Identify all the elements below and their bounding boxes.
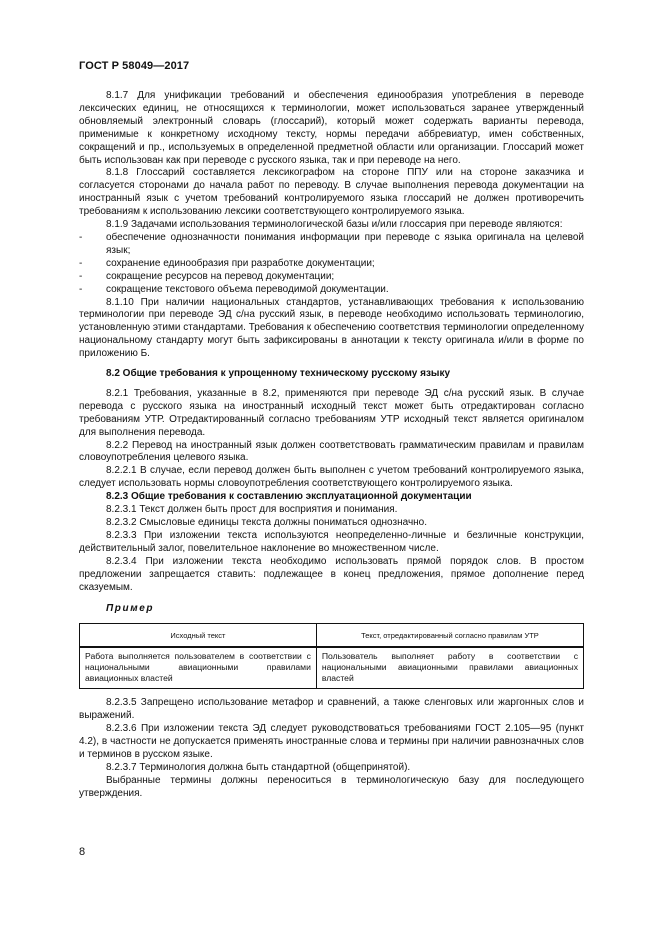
example-label: Пример: [106, 603, 155, 615]
paragraph-8-1-7: 8.1.7 Для унификации требований и обеспечения единообразия употребления в переводе лексических единиц, не относящихся к терминологии, может использоваться заранее утвержденный обновляемый электронный словарь (глоссарий), который может содержать варианты перевода, применимые к конкретному исходному тексту, нормы передачи аббревиатур, имен собственных, сокращений и пр., используемых в определенной предметной области или организации. Глоссарий может быть использован как при переводе с русского языка, так и при переводе на него.: [79, 90, 584, 166]
paragraph-8-2-2-1: 8.2.2.1 В случае, если перевод должен быть выполнен с учетом требований контролируемого языка, следует использовать нормы словоупотребления соответствующего контролируемого языка.: [79, 465, 584, 490]
section-heading-8-2-3: 8.2.3 Общие требования к составлению эксплуатационной документации: [106, 491, 472, 503]
list-item: [79, 271, 584, 284]
section-heading-8-2: 8.2 Общие требования к упрощенному техническому русскому языку: [106, 368, 451, 380]
list-item-text: сохранение единообразия при разработке документации;: [106, 257, 375, 269]
list-item-text: сокращение ресурсов на перевод документации;: [106, 270, 335, 282]
table-header-row: [80, 624, 584, 648]
list-item: [79, 232, 584, 258]
paragraph-8-2-2: 8.2.2 Перевод на иностранный язык должен соответствовать грамматическим правилам и правилам словоупотребления целевого языка.: [79, 439, 584, 464]
list-item-text: сокращение текстового объема переводимой документации.: [106, 283, 389, 295]
paragraph-8-2-3-5: 8.2.3.5 Запрещено использование метафор и сравнений, а также сленговых или жаргонных слов и выражений.: [79, 697, 584, 722]
paragraph-8-1-9: 8.1.9 Задачами использования терминологической базы и/или глоссария при переводе являются:: [106, 219, 563, 231]
paragraph-8-2-3-1: 8.2.3.1 Текст должен быть прост для восприятия и понимания.: [106, 504, 398, 516]
example-table: [79, 623, 584, 689]
paragraph-8-2-1: 8.2.1 Требования, указанные в 8.2, применяются при переводе ЭД с/на русский язык. В случае перевода с русского языка на иностранный исходный текст может быть отредактирован согласно требованиям УТР. Отредактированный согласно требованиям УТР исходный текст является оригиналом для выполнения перевода.: [79, 387, 584, 438]
table-row: [80, 647, 584, 689]
paragraph-8-2-3-2: 8.2.3.2 Смысловые единицы текста должны пониматься однозначно.: [106, 517, 428, 528]
list-dash: -: [79, 257, 83, 269]
list-dash: -: [79, 270, 83, 282]
paragraph-8-2-3-4: 8.2.3.4 При изложении текста необходимо использовать прямой порядок слов. В простом предложении запрещается ставить: подлежащее в конец предложения, прямое дополнение перед сказуемым.: [79, 555, 584, 593]
table-header-cell: Исходный текст: [80, 624, 317, 648]
paragraph-8-2-3-7: 8.2.3.7 Терминология должна быть стандартной (общепринятой).: [106, 761, 411, 773]
page-number: 8: [79, 846, 86, 858]
paragraph-8-2-3-6: 8.2.3.6 При изложении текста ЭД следует руководствоваться требованиями ГОСТ 2.105—95 (пункт 4.2), в частности не допускается применять иностранные слова и термины при наличии равнозначных слов и терминов в русском языке.: [79, 723, 584, 760]
list-dash: -: [79, 283, 83, 295]
table-header-cell: Текст, отредактированный согласно правилам УТР: [316, 624, 583, 648]
list-item: [79, 284, 584, 297]
table-cell: Пользователь выполняет работу в соответствии с национальными авиационными правилами авиационных властей: [316, 647, 583, 689]
list-item-text: обеспечение однозначности понимания информации при переводе с языка оригинала на целевой язык;: [106, 231, 584, 256]
paragraph-final: Выбранные термины должны переноситься в терминологическую базу для последующего утверждения.: [79, 774, 584, 799]
document-body: [79, 90, 584, 801]
paragraph-8-1-8: 8.1.8 Глоссарий составляется лексикографом на стороне ППУ или на стороне заказчика и согласуется сторонами до начала работ по переводу. В случае выполнения перевода документации на иностранный язык с учетом требований контролируемого языка глоссарий не должен противоречить требованиям к использованию лексики соответствующего контролируемого языка.: [79, 167, 584, 218]
paragraph-8-1-10: 8.1.10 При наличии национальных стандартов, устанавливающих требования к использованию терминологии при переводе ЭД с/на русский язык, в переводе необходимо использовать терминологию, установленную этими стандартами. Требования к обеспечению соответствия терминологии определенному национальному стандарту могут быть зафиксированы в аннотации к тексту оригинала и/или в форме по приложению Б.: [79, 296, 584, 360]
standard-id-header: ГОСТ Р 58049—2017: [79, 60, 190, 72]
table-cell: Работа выполняется пользователем в соответствии с национальными авиационными правилами авиационных властей: [80, 647, 317, 689]
list-dash: -: [79, 231, 83, 243]
paragraph-8-2-3-3: 8.2.3.3 При изложении текста используются неопределенно-личные и безличные конструкции, действительный залог, повелительное наклонение во множественном числе.: [79, 529, 584, 554]
list-item: [79, 258, 584, 271]
